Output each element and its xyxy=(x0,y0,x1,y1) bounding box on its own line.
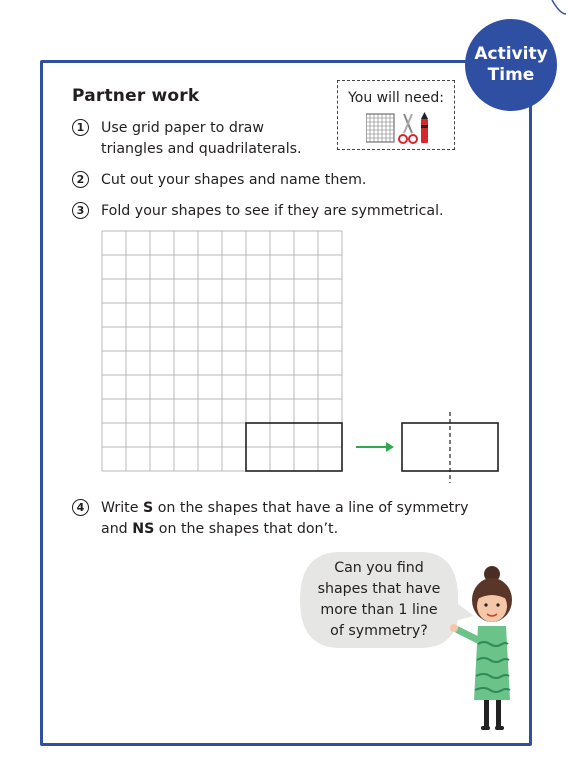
step-text-line: triangles and quadrilaterals. xyxy=(101,141,302,157)
step-text-line xyxy=(101,498,468,519)
bubble-line: shapes that have xyxy=(317,581,441,597)
girl-illustration xyxy=(440,560,520,735)
text: and xyxy=(101,521,133,537)
bubble-line: of symmetry? xyxy=(330,623,428,639)
step-text-line xyxy=(101,519,338,540)
speech-bubble-text xyxy=(300,558,458,642)
partner-work-heading: Partner work xyxy=(72,86,200,106)
symbol-s: S xyxy=(142,500,154,516)
step-text-line: Fold your shapes to see if they are symmetrical. xyxy=(101,203,444,219)
arrow-right-icon xyxy=(356,442,394,452)
symbol-ns: NS xyxy=(132,521,155,537)
text: on the shapes that don’t. xyxy=(154,521,339,537)
step-text-line: Use grid paper to draw xyxy=(101,120,264,136)
badge-line-1: Activity xyxy=(474,44,548,64)
bubble-line: more than 1 line xyxy=(320,602,438,618)
text: Write xyxy=(101,500,143,516)
step-text-line: Cut out your shapes and name them. xyxy=(101,172,367,188)
bubble-line: Can you find xyxy=(334,560,424,576)
you-will-need-label: You will need: xyxy=(348,90,444,106)
step-number: 1 xyxy=(72,119,89,136)
step-number: 3 xyxy=(72,202,89,219)
text: on the shapes that have a line of symmetry xyxy=(153,500,469,516)
grid-paper xyxy=(102,231,342,471)
badge-line-2: Time xyxy=(487,65,535,85)
step-number: 2 xyxy=(72,171,89,188)
step-number: 4 xyxy=(72,499,89,516)
